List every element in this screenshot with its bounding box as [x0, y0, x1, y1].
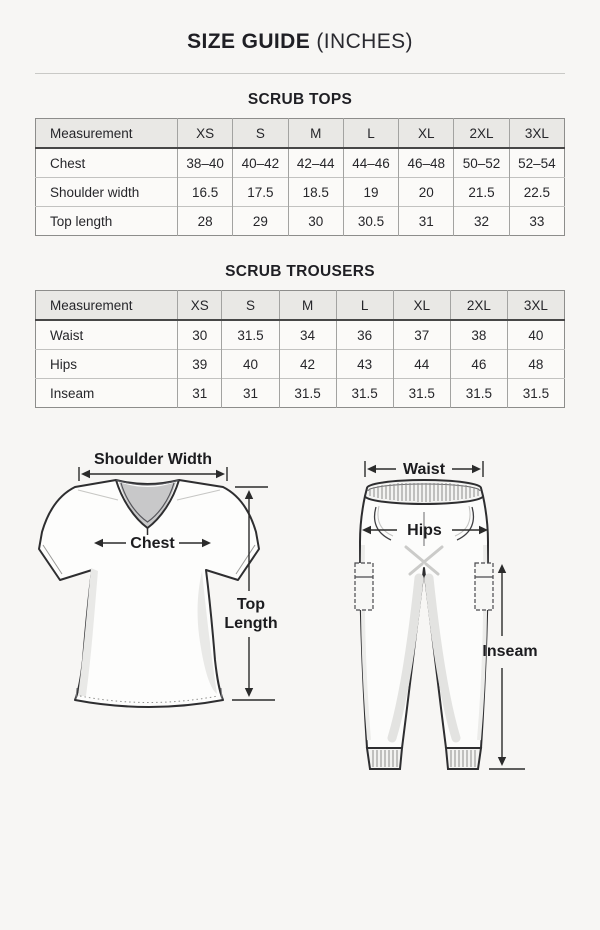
measurement-value: 46 [450, 350, 507, 379]
measurement-value: 38 [450, 320, 507, 350]
column-header-size: 2XL [450, 291, 507, 321]
inseam-label: Inseam [482, 643, 538, 660]
column-header-size: L [336, 291, 393, 321]
measurement-value: 31.5 [450, 379, 507, 408]
measurement-value: 40–42 [233, 148, 288, 178]
column-header-size: XL [393, 291, 450, 321]
table-row [36, 207, 565, 236]
page-title-main: SIZE GUIDE [187, 30, 311, 53]
measurement-value: 31 [222, 379, 279, 408]
measurement-value: 50–52 [454, 148, 509, 178]
row-label: Shoulder width [50, 184, 140, 200]
measurement-value: 46–48 [399, 148, 454, 178]
column-header-size: S [222, 291, 279, 321]
column-header-size: XL [399, 119, 454, 149]
measurement-value: 31.5 [393, 379, 450, 408]
measurement-value: 20 [399, 178, 454, 207]
scrub-top-diagram [30, 450, 300, 790]
scrub-trousers-table [35, 290, 565, 408]
scrub-top-illustration [39, 480, 259, 707]
measurement-value: 22.5 [509, 178, 564, 207]
column-header-size: XS [178, 119, 233, 149]
page-title [0, 30, 600, 54]
measurement-value: 31.5 [279, 379, 336, 408]
measurement-value: 31.5 [507, 379, 564, 408]
title-divider [35, 73, 565, 74]
column-header-size: 2XL [454, 119, 509, 149]
measurement-value: 30 [178, 320, 222, 350]
row-label: Chest [50, 155, 86, 171]
waist-annotation [365, 461, 483, 478]
measurement-value: 28 [178, 207, 233, 236]
measurement-value: 52–54 [509, 148, 564, 178]
scrub-trousers-diagram [340, 450, 570, 790]
table-row [36, 320, 565, 350]
shoulder-width-annotation [79, 451, 227, 481]
measurement-value: 38–40 [178, 148, 233, 178]
measurement-value: 44–46 [343, 148, 398, 178]
chest-label: Chest [130, 535, 175, 552]
page-title-unit: (INCHES) [316, 30, 413, 53]
scrub-trousers-title: SCRUB TROUSERS [225, 263, 375, 280]
measurement-value: 32 [454, 207, 509, 236]
measurement-value: 37 [393, 320, 450, 350]
measurement-value: 31 [399, 207, 454, 236]
scrub-tops-table [35, 118, 565, 236]
size-guide-page [0, 30, 600, 930]
measurement-value: 31 [178, 379, 222, 408]
measurement-value: 30.5 [343, 207, 398, 236]
scrub-tops-section [0, 91, 600, 236]
measurement-diagrams [0, 450, 600, 840]
measurement-value: 16.5 [178, 178, 233, 207]
row-label: Waist [50, 327, 84, 343]
measurement-value: 48 [507, 350, 564, 379]
scrub-tops-title: SCRUB TOPS [247, 91, 353, 108]
waist-label: Waist [402, 461, 446, 478]
column-header-size: L [343, 119, 398, 149]
table-row [36, 379, 565, 408]
measurement-value: 42 [279, 350, 336, 379]
column-header-size: S [233, 119, 288, 149]
hips-label: Hips [407, 522, 442, 539]
table-row [36, 148, 565, 178]
measurement-value: 43 [336, 350, 393, 379]
measurement-value: 40 [222, 350, 279, 379]
column-header-size: 3XL [509, 119, 564, 149]
measurement-value: 34 [279, 320, 336, 350]
column-header-measurement: Measurement [50, 297, 133, 313]
measurement-value: 33 [509, 207, 564, 236]
measurement-value: 36 [336, 320, 393, 350]
measurement-value: 17.5 [233, 178, 288, 207]
measurement-value: 44 [393, 350, 450, 379]
measurement-value: 39 [178, 350, 222, 379]
row-label: Inseam [50, 385, 95, 401]
measurement-value: 29 [233, 207, 288, 236]
table-row [36, 350, 565, 379]
top-length-label-line2: Length [224, 615, 278, 632]
measurement-value: 31.5 [222, 320, 279, 350]
row-label: Top length [50, 213, 113, 229]
column-header-size: M [288, 119, 343, 149]
table-header-row [36, 291, 565, 321]
measurement-value: 42–44 [288, 148, 343, 178]
top-length-label-line1: Top [236, 596, 266, 613]
table-row [36, 178, 565, 207]
column-header-size: XS [178, 291, 222, 321]
measurement-value: 31.5 [336, 379, 393, 408]
shoulder-width-label: Shoulder Width [93, 451, 213, 468]
column-header-measurement: Measurement [50, 125, 133, 141]
row-label: Hips [50, 356, 78, 372]
column-header-size: M [279, 291, 336, 321]
table-header-row [36, 119, 565, 149]
measurement-value: 19 [343, 178, 398, 207]
measurement-value: 40 [507, 320, 564, 350]
measurement-value: 18.5 [288, 178, 343, 207]
measurement-value: 21.5 [454, 178, 509, 207]
measurement-value: 30 [288, 207, 343, 236]
scrub-trousers-section [0, 263, 600, 408]
column-header-size: 3XL [507, 291, 564, 321]
